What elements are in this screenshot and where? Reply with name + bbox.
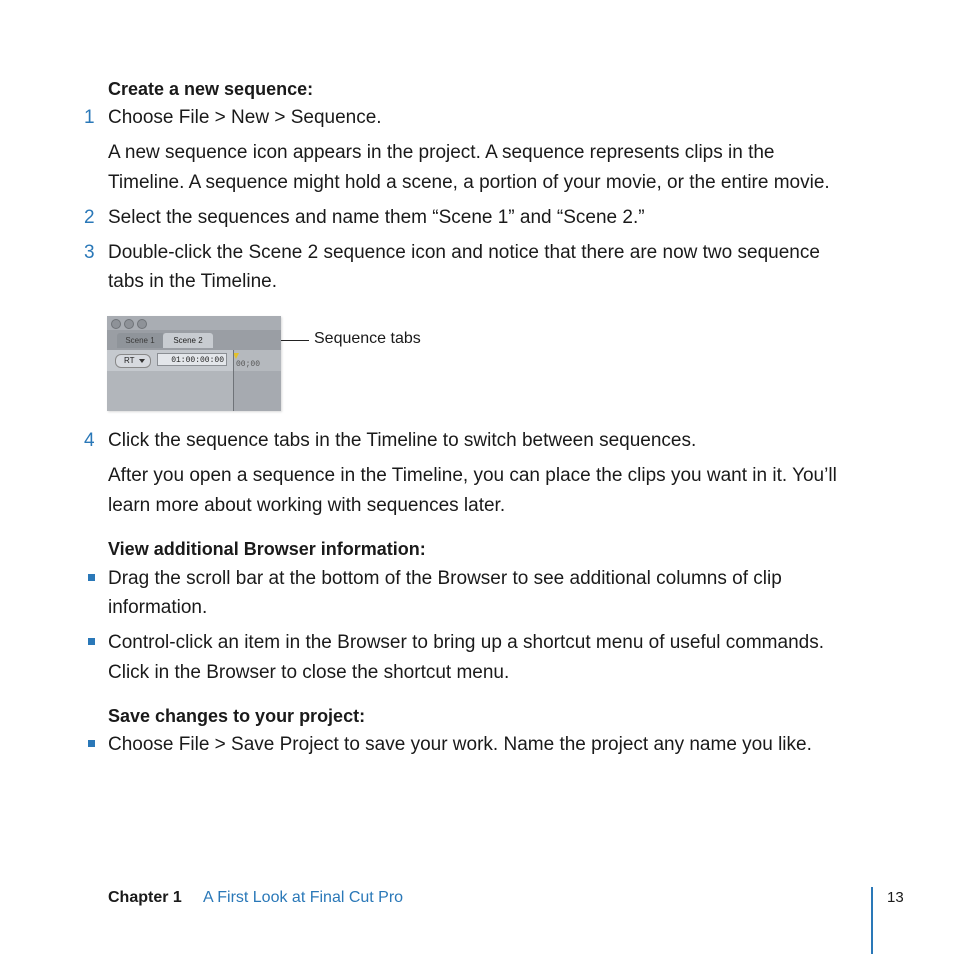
rt-popup-button [115,354,151,368]
note-2-line-1: After you open a sequence in the Timeline, you can place the clips you want in it. You’ll [108,465,837,486]
step-2-text: Select the sequences and name them “Scene 1” and “Scene 2.” [108,207,645,228]
footer-divider [871,887,873,954]
tab-scene-2: Scene 2 [163,333,213,348]
step-4-text: Click the sequence tabs in the Timeline to switch between sequences. [108,430,697,451]
bullet-1-line-1: Drag the scroll bar at the bottom of the Browser to see additional columns of clip [108,568,782,589]
section-heading-save-changes: Save changes to your project: [108,706,366,726]
bullet-3-text: Choose File > Save Project to save your work. Name the project any name you like. [108,734,812,755]
chevron-down-icon [139,359,145,363]
step-3-line-1: Double-click the Scene 2 sequence icon and notice that there are now two sequence [108,242,820,263]
footer-chapter-title: A First Look at Final Cut Pro [203,889,404,906]
bullet-1-line-2: information. [108,597,208,618]
step-1-text: Choose File > New > Sequence. [108,107,382,128]
track-header-area [107,371,233,411]
section-heading-create-sequence: Create a new sequence: [108,79,314,99]
ruler-timecode: 00;00 [236,360,261,369]
callout-sequence-tabs: Sequence tabs [314,330,421,347]
step-number-3: 3 [84,242,95,263]
section-heading-browser-info: View additional Browser information: [108,539,426,559]
step-number-1: 1 [84,107,95,128]
tab-scene-1: Scene 1 [117,333,163,348]
bullet-icon [88,740,95,747]
page-number: 13 [887,889,904,906]
footer-chapter: Chapter 1 [108,889,182,906]
bullet-2-line-2: Click in the Browser to close the shortcut menu. [108,662,510,683]
note-2-line-2: learn more about working with sequences later. [108,495,506,516]
timeline-screenshot [107,316,281,411]
step-number-2: 2 [84,207,95,228]
zoom-window-icon [137,319,147,329]
close-window-icon [111,319,121,329]
step-3-line-2: tabs in the Timeline. [108,271,277,292]
timecode-field: 01:00:00:00 [157,353,227,366]
callout-leader-line [281,340,309,341]
minimize-window-icon [124,319,134,329]
rt-label: RT [124,356,135,365]
note-1-line-2: Timeline. A sequence might hold a scene, a portion of your movie, or the entire movie. [108,172,830,193]
note-1-line-1: A new sequence icon appears in the project. A sequence represents clips in the [108,142,775,163]
step-number-4: 4 [84,430,95,451]
bullet-2-line-1: Control-click an item in the Browser to bring up a shortcut menu of useful commands. [108,632,824,653]
bullet-icon [88,638,95,645]
sequence-tab-bar [107,330,281,350]
track-area [234,371,281,411]
bullet-icon [88,574,95,581]
